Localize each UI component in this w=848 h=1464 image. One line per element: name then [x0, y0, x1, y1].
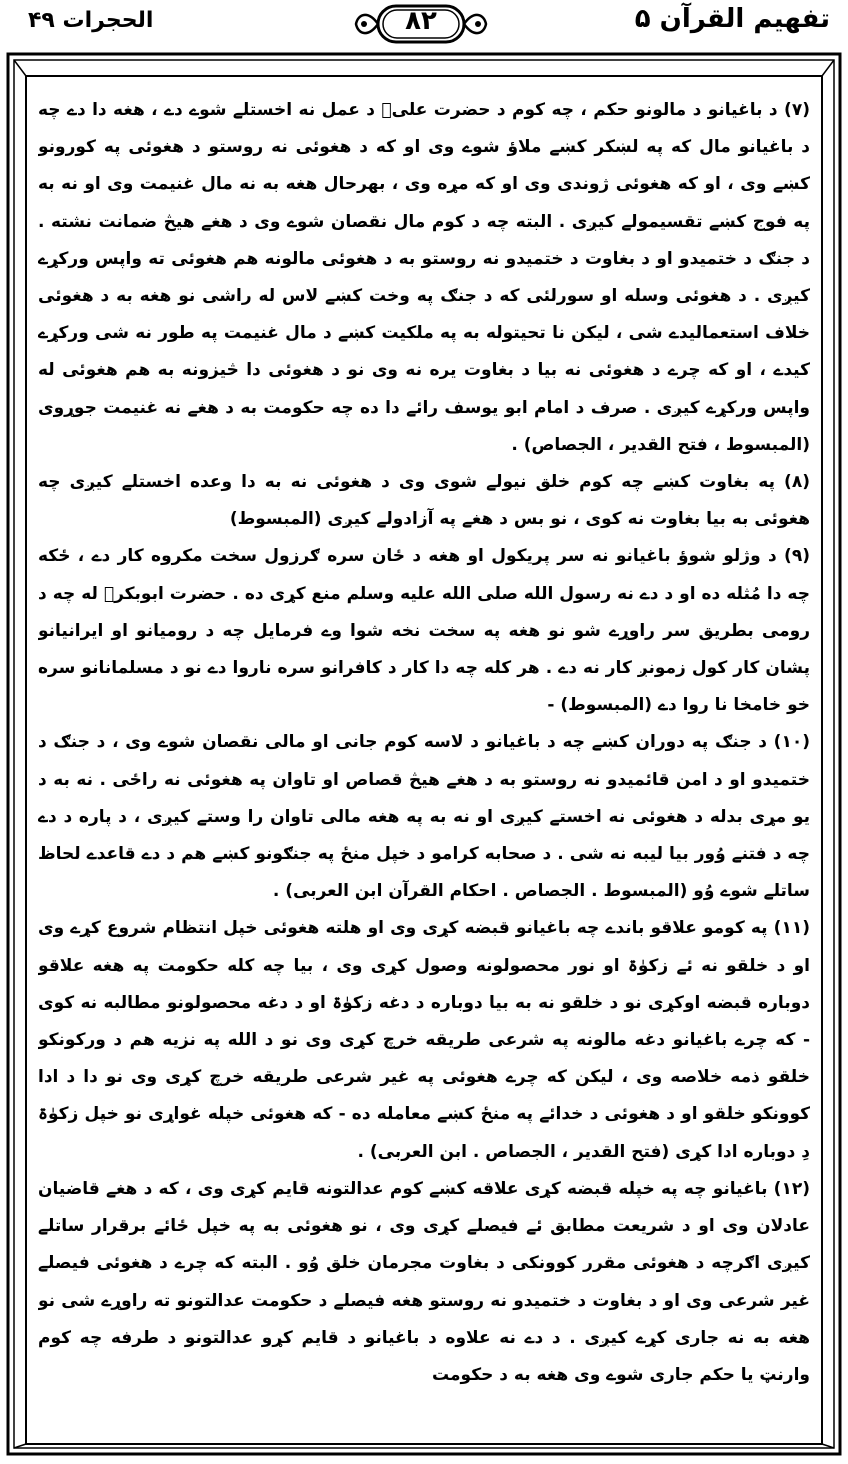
paragraph-11: (۱۱) په کومو علاقو باندے چه باغیانو قبضه کړی وی او هلته هغوئی خپل انتظام شروع کړے وی او د خلقو نه ئے زکوٰۃ او نور محصولونه وصول کړی وی ، بیا چه کله حکومت په هغه علاقو دوباره قبضه اوکړی نو د خلقو نه به بیا دوباره د دغه زکوٰۃ او د دغه محصولونو مطالبه نه کوی - که چرے باغیانو دغه مالونه په شرعی طریقه خرچ کړی وی نو د الله په نزیه هم د ورکونکو خلقو ذمه خلاصه وی ، لیکن که چرے هغوئی په غیر شرعی طریقه خرچ کړی وی نو دا د ادا کوونکو خلقو او د هغوئی د خدائے په منځ کښے معامله ده - که هغوئی خپله غواړی نو خپل زکوٰۃ دِ دوباره ادا کړی (فتح القدیر ، الجصاص . ابن العربی) . — [38, 918, 810, 1162]
page-header — [0, 0, 848, 56]
paragraph-9: (۹) د وژلو شوؤ باغیانو نه سر پریکول او هغه د ځان سره ګرزول سخت مکروه کار دے ، ځکه چه دا مُثله ده او د دے نه رسول الله صلی الله علیه وسلم منع کړی ده . حضرت ابوبکرؓ له چه د رومی بطریق سر راوړے شو نو هغه په سخت نخه شوا وے فرمایل چه د رومیانو او ایرانیانو پشان کار کول زمونږ کار نه دے . هر کله چه دا کار د کافرانو سره ناروا دے نو د مسلمانانو سره خو خامخا نا روا دے (المبسوط) - — [38, 546, 810, 716]
page-number-medallion — [352, 0, 490, 48]
book-title: تفهیم القرآن ۵ — [634, 4, 830, 34]
paragraph-8: (۸) په بغاوت کښے چه کوم خلق نیولے شوی وی د هغوئی نه به دا وعده اخستلے کیږی چه هغوئی به بیا بغاوت نه کوی ، نو بس د هغے په آزادولے کیږی (المبسوط) — [38, 472, 810, 530]
page-number: ۸۲ — [405, 6, 437, 36]
paragraph-7: (۷) د باغیانو د مالونو حکم ، چه کوم د حضرت علیؓ د عمل نه اخستلے شوے دے ، هغه دا دے چه د باغیانو مال که په لښکر کښے ملاؤ شوے وی او که د هغوئی نه روستو د هغوئی په کورونو کښے وی ، او که هغوئی ژوندی وی او که مړه وی ، بهرحال هغه به نه مال غنیمت وی او نه به په فوج کښے تقسیمولے کیږی . البته چه د کوم مال نقصان شوے وی د هغے هیڅ ضمانت نشته . د جنګ د ختمیدو او د بغاوت د ختمیدو نه روستو به د هغوئی مالونه هم هغوئی ته واپس ورکړے کیږی . د هغوئی وسله او سورلئی که د جنګ په وخت کښے لاس له راشی نو هغه به د هغوئی خلاف استعمالیدے شی ، لیکن نا تحیتوله به په ملکیت کښے د مال غنیمت په طور نه شی ورکړے کیدے ، او که چرے د هغوئی نه بیا د بغاوت یره نه وی نو د هغوئی دا څیزونه به هم هغوئی له واپس ورکړے کیږی . صرف د امام ابو یوسف رائے دا ده چه حکومت به د هغے نه غنیمت جوړوی (المبسوط ، فتح القدیر ، الجصاص) . — [38, 100, 810, 455]
page-body — [38, 92, 810, 1444]
surah-name: الحجرات ۴۹ — [28, 8, 154, 33]
paragraph-12: (۱۲) باغیانو چه په خپله قبضه کړی علاقه کښے کوم عدالتونه قایم کړی وی ، که د هغے قاضیان عادلان وی او د شریعت مطابق ئے فیصلے کړی وی ، نو هغوئی به په خپل ځائے برقرار ساتلے کیږی اګرچه د هغوئی مقرر کوونکی د بغاوت مجرمان خلق وُو . البته که چرے د هغوئی فیصلے غیر شرعی وی او د بغاوت د ختمیدو نه روستو هغه فیصلے د حکومت عدالتونو ته راوړے شی نو هغه به نه جاری کړے کیږی . د دے نه علاوه د باغیانو د قایم کړو عدالتونو د طرفه چه کوم وارنټ یا حکم جاری شوے وی هغه به د حکومت — [38, 1178, 810, 1385]
paragraph-10: (۱۰) د جنګ په دوران کښے چه د باغیانو د لاسه کوم جانی او مالی نقصان شوے وی ، د جنګ د ختمیدو او د امن قائمیدو نه روستو به د هغے هیڅ قصاص او تاوان په هغوئی نه راځی . نه به د یو مړی بدله د هغوئی نه اخستے کیږی او نه به په هغه مالی تاوان را وستے کیږی ، د پاره د دے چه د فتنے وُور بیا لیبه نه شی . د صحابه کرامو د خپل منځ په جنګونو کښے هم د دے قاعدے لحاظ ساتلے شوے وُو (المبسوط . الجصاص . احکام القرآن ابن العربی) . — [38, 732, 810, 902]
